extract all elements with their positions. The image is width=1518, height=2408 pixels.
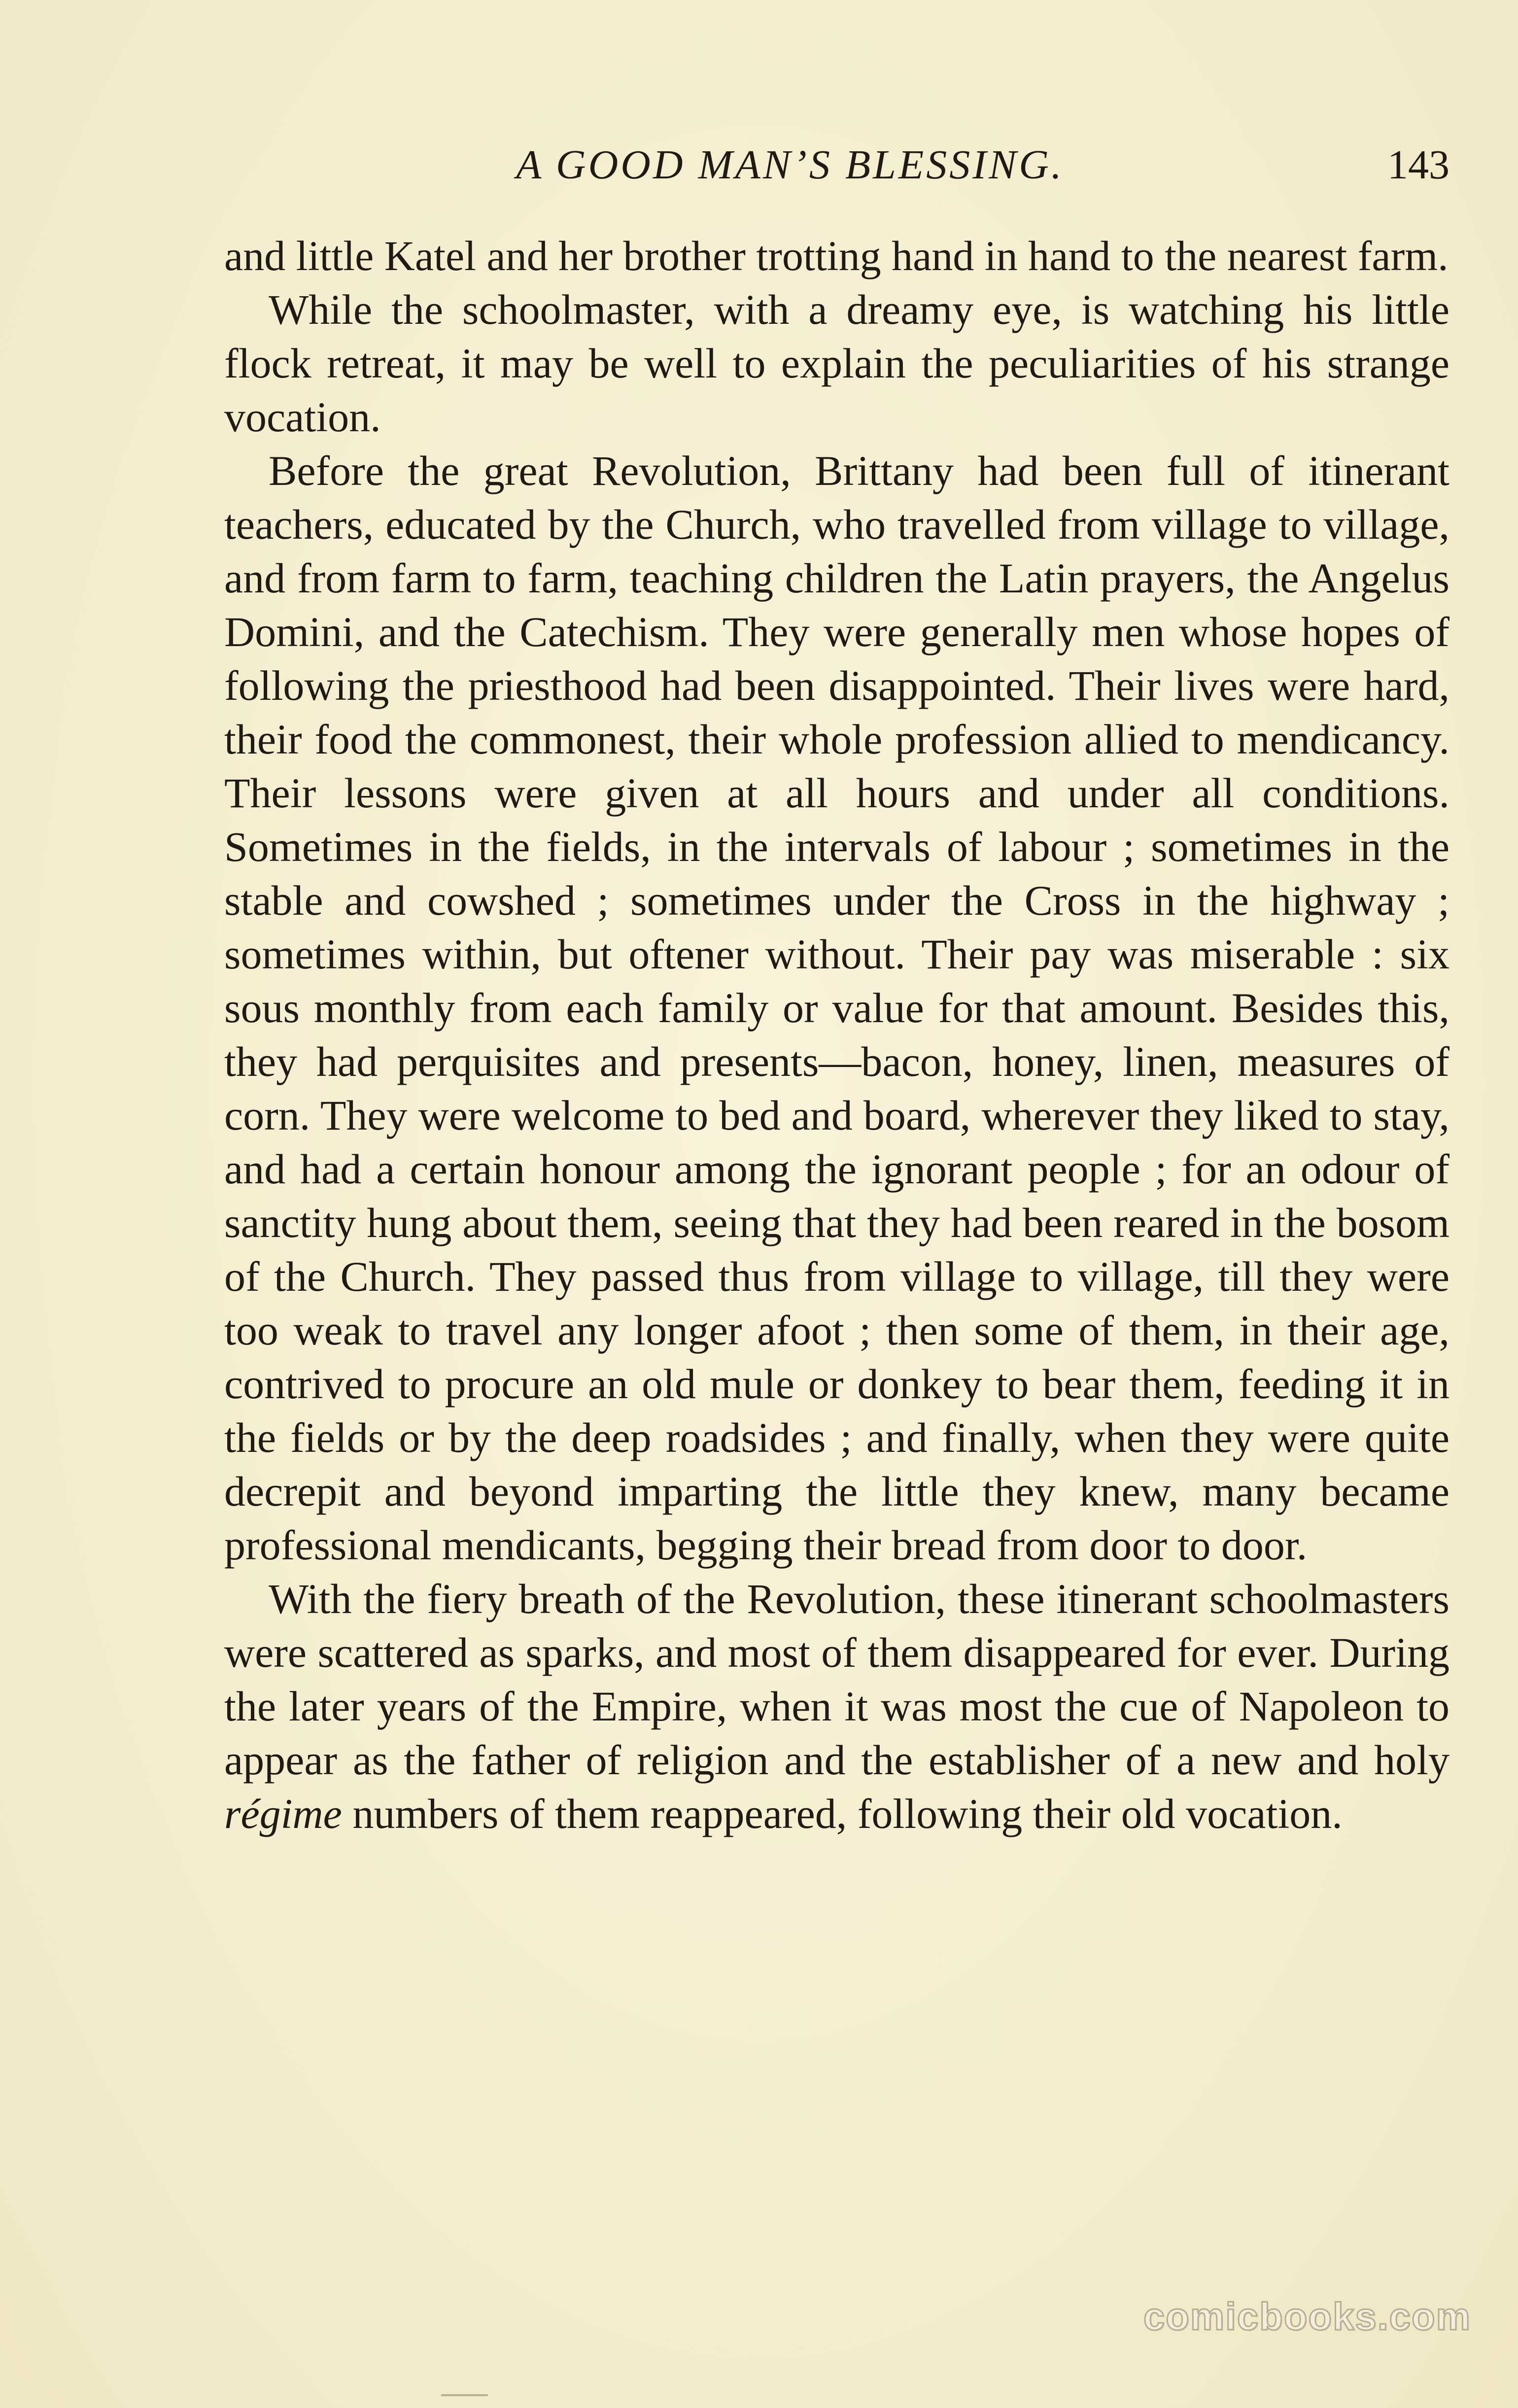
paragraph-1: and little Katel and her brother trotting hand in hand to the nearest farm. (224, 232, 1449, 279)
paragraph-2: While the schoolmaster, with a dreamy eye, is watching his little flock retreat, it may be well to explain the peculiarities of his strange vocation. (224, 286, 1449, 441)
page-bottom-mark (441, 2394, 488, 2396)
body-text (224, 229, 1449, 1841)
paragraph-4 (224, 1572, 1449, 1841)
page-number: 143 (1387, 142, 1449, 188)
running-head: A GOOD MAN’S BLESSING. (516, 142, 1064, 188)
paragraph-4-text: With the fiery breath of the Revolution, these itinerant schoolmasters were scattered as sparks, and most of them disappeared for ever. During the later years of the Empire, when it was most the cue of Napoleon to appear as the father of religion and the establisher of a new and holy (224, 1575, 1449, 1784)
paragraph-4-end: numbers of them reappeared, following their old vocation. (352, 1790, 1343, 1837)
page-header (224, 133, 1449, 197)
italic-word: régime (224, 1790, 342, 1837)
watermark: comicbooks.com (1143, 2295, 1471, 2338)
paragraph-3: Before the great Revolution, Brittany had been full of itinerant teachers, educated by the Church, who travelled from village to village, and from farm to farm, teaching children the Latin prayers, the Angelus Domini, and the Catechism. They were generally men whose hopes of following the priesthood had been disappointed. Their lives were hard, their food the commonest, their whole profession allied to mendicancy. Their lessons were given at all hours and under all conditions. Sometimes in the fields, in the intervals of labour ; sometimes in the stable and cowshed ; sometimes under the Cross in the highway ; sometimes within, but oftener without. Their pay was miserable : six sous monthly from each family or value for that amount. Besides this, they had perquisites and presents—bacon, honey, linen, measures of corn. They were welcome to bed and board, wherever they liked to stay, and had a certain honour among the ignorant people ; for an odour of sanctity hung about them, seeing that they had been reared in the bosom of the Church. They passed thus from village to village, till they were too weak to travel any longer afoot ; then some of them, in their age, contrived to procure an old mule or donkey to bear them, feeding it in the fields or by the deep roadsides ; and finally, when they were quite decrepit and beyond imparting the little they knew, many became professional mendicants, begging their bread from door to door. (224, 447, 1449, 1569)
